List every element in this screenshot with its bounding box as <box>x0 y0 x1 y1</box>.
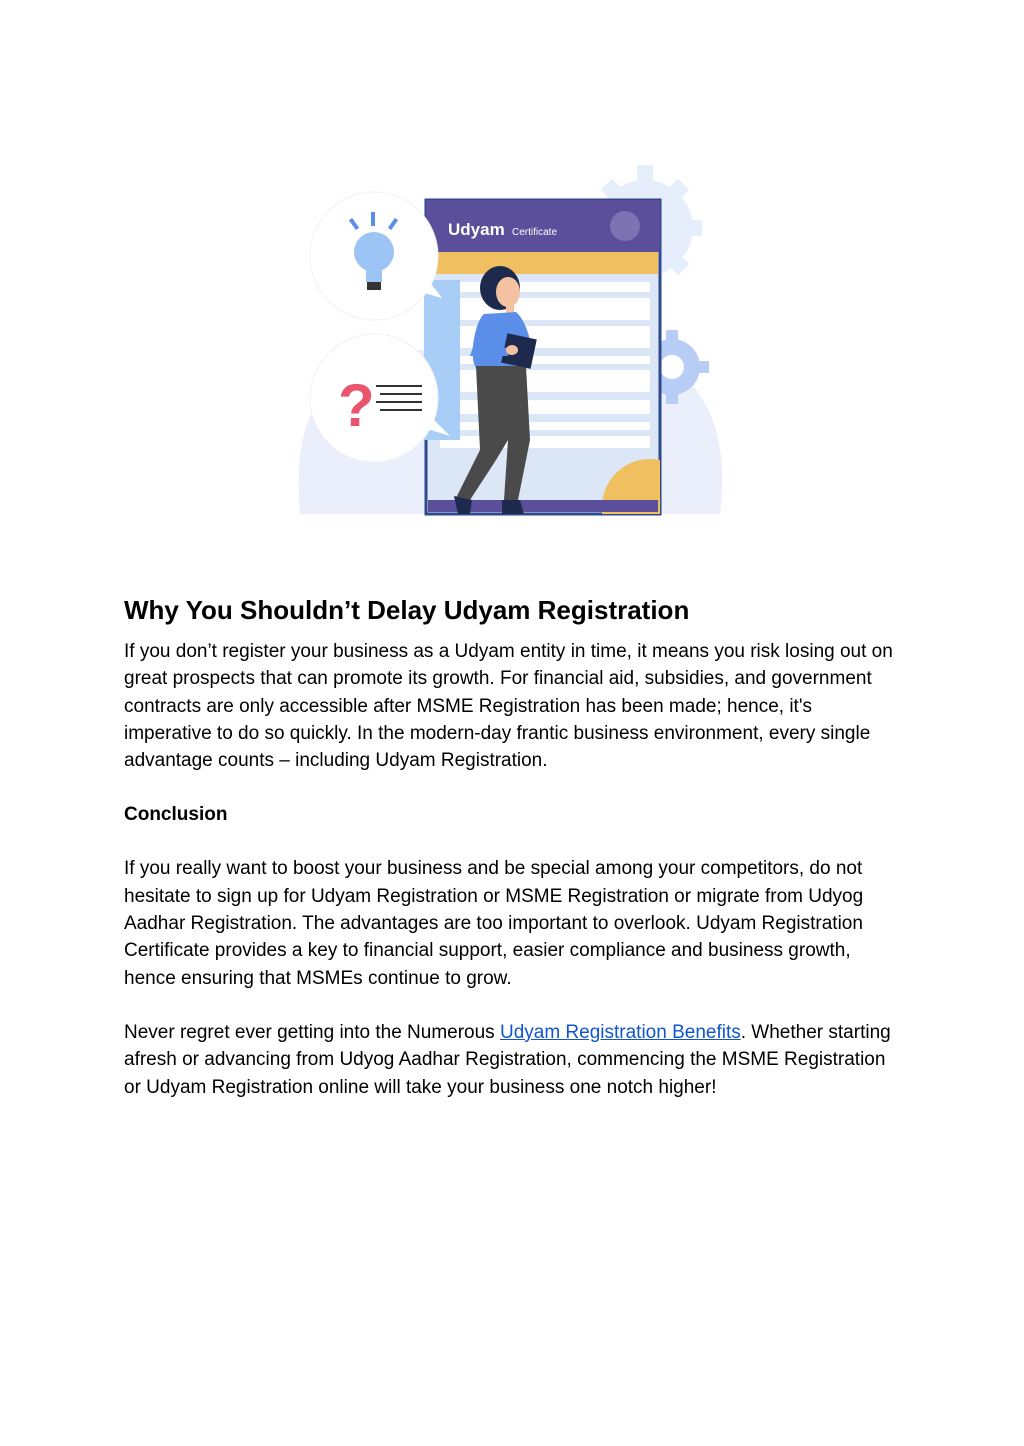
paragraph-benefits-start: Never regret ever getting into the Numerous <box>124 1021 500 1043</box>
idea-bubble <box>310 192 442 320</box>
question-mark-icon: ? <box>338 372 375 439</box>
article-body <box>124 592 904 1101</box>
paragraph-why-delay: If you don’t register your business as a Udyam entity in time, it means you risk losing out on great prospects that can promote its growth. For financial aid, subsidies, and government contracts are only accessible after MSME Registration has been made; hence, it's imperative to do so quickly. In the modern-day frantic business environment, every single advantage counts – including Udyam Registration. <box>124 641 893 772</box>
article-heading: Why You Shouldn’t Delay Udyam Registration <box>124 595 690 625</box>
udyam-benefits-link[interactable]: Udyam Registration Benefits <box>499 1021 741 1043</box>
paragraph-conclusion: If you really want to boost your business and be special among your competitors, do not hesitate to sign up for Udyam Registration or MSME Registration or migrate from Udyog Aadhar Registration. The advantages are too important to overlook. Udyam Registration Certificate provides a key to financial support, easier compliance and business growth, hence ensuring that MSMEs continue to grow. <box>124 858 864 989</box>
udyam-certificate-illustration <box>290 160 730 520</box>
paragraph-benefits-end: . Whether starting afresh or advancing from Udyog Aadhar Registration, commencing the MSME Registration or Udyam Registration online will take your business one notch higher! <box>124 1021 891 1098</box>
certificate-document <box>426 200 660 514</box>
certificate-brand: Udyam <box>448 220 505 239</box>
conclusion-heading: Conclusion <box>124 804 228 826</box>
certificate-sub: Certificate <box>512 227 558 238</box>
paragraph-benefits <box>124 1019 904 1101</box>
